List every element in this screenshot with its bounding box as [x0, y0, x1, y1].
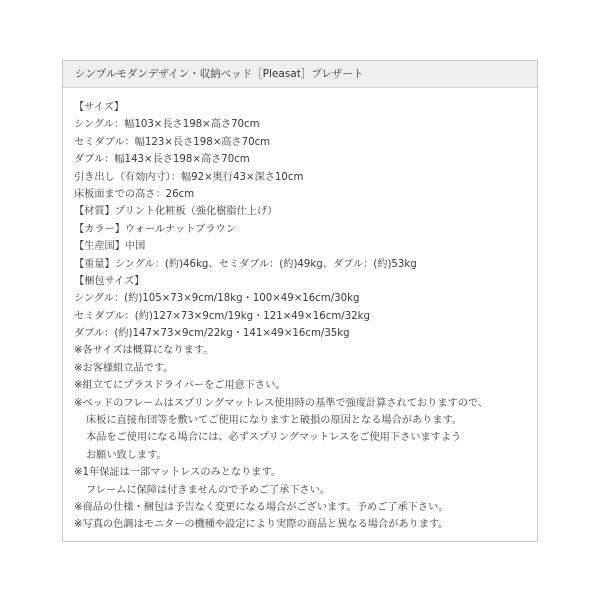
spec-line: セミダブル：(約)127×73×9cm/19kg・121×49×16cm/32kg	[74, 310, 371, 322]
spec-line: 【カラー】ウォールナットブラウン	[74, 223, 236, 235]
spec-line: ※組立てにプラスドライバーをご用意下さい。	[74, 380, 286, 392]
spec-line: ※お客様組立品です。	[74, 362, 174, 374]
spec-line: シングル：幅103×長さ198×高さ70cm	[74, 119, 260, 131]
spec-line: 【生産国】中国	[74, 241, 146, 253]
spec-line: ※写真の色調はモニターの機種や設定により実際の商品と異なる場合があります。	[74, 519, 449, 531]
spec-line: 引き出し（有効内寸）：幅92×奥行43×深さ10cm	[74, 171, 304, 183]
spec-line: ※1年保証は一部マットレスのみとなります。	[74, 467, 282, 479]
spec-line: 本品をご使用になる場合には、必ずスプリングマットレスをご使用下さいますよう	[86, 432, 462, 444]
spec-line: セミダブル：幅123×長さ198×高さ70cm	[74, 136, 271, 148]
product-spec-box	[62, 60, 538, 542]
spec-line: ※商品の仕様・梱包は予告なく変更になる場合がございます。予めご了承下さい。	[74, 501, 449, 513]
spec-line: フレームに保障は付きませんので予めご了承下さい。	[86, 484, 331, 496]
spec-line: 床板面までの高さ：26cm	[74, 188, 195, 200]
spec-line: 【材質】プリント化粧板（強化樹脂仕上げ）	[74, 206, 278, 218]
spec-header-title: シンプルモダンデザイン・収納ベッド［Pleasat］プレザート	[63, 61, 537, 88]
spec-body	[63, 88, 537, 534]
spec-line: 【重量】シングル：(約)46kg、セミダブル：(約)49kg、ダブル：(約)53kg	[74, 258, 417, 270]
spec-line: ※ベッドのフレームはスプリングマットレス使用時の基準で強度計算されておりますので、	[74, 397, 489, 409]
spec-line: 【梱包サイズ】	[74, 275, 145, 287]
spec-line: 【サイズ】	[74, 102, 125, 113]
spec-line: ダブル：幅143×長さ198×高さ70cm	[74, 154, 250, 166]
spec-line: ダブル：(約)147×73×9cm/22kg・141×49×16cm/35kg	[74, 328, 350, 340]
spec-line: ※各サイズは概算になります。	[74, 345, 214, 357]
spec-line: シングル：(約)105×73×9cm/18kg・100×49×16cm/30kg	[74, 293, 360, 305]
spec-line: 床板に直接布団等を敷いてご使用になりますと破損の原因となる場合があります。	[86, 415, 463, 427]
spec-line: お願い致します。	[86, 449, 167, 461]
